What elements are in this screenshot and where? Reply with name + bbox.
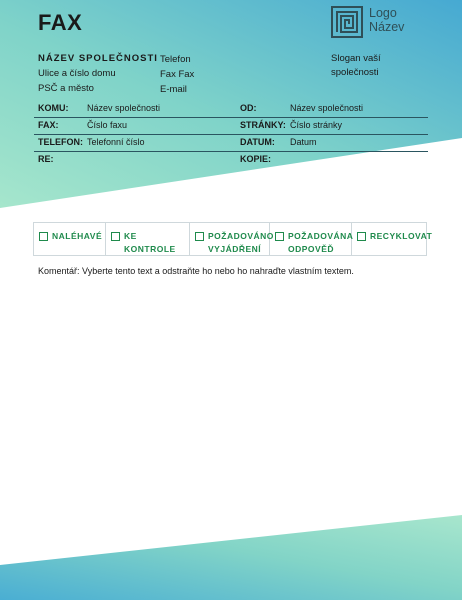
date-label: DATUM: <box>240 137 275 147</box>
maze-logo-icon <box>331 6 363 38</box>
phone-value[interactable]: Telefonní číslo <box>87 137 145 147</box>
checkbox-label: RECYKLOVAT <box>370 231 433 241</box>
checkbox-square-icon[interactable] <box>275 232 284 241</box>
pages-label: STRÁNKY: <box>240 120 286 130</box>
checkbox-label: KE KONTROLE <box>124 231 176 254</box>
contact-block <box>160 52 194 97</box>
fax-info-table <box>34 101 428 168</box>
info-row-re <box>34 152 428 168</box>
contact-fax: Fax Fax <box>160 69 195 80</box>
info-row-phone <box>34 135 428 152</box>
comment-text[interactable]: Komentář: Vyberte tento text a odstraňte ho nebo ho nahraďte vlastním textem. <box>38 266 354 276</box>
checkbox-label: NALÉHAVÉ <box>52 231 103 241</box>
company-street: Ulice a číslo domu <box>38 68 116 79</box>
checkbox-label: POŽADOVÁNO VYJÁDŘENÍ <box>208 231 274 254</box>
company-city: PSČ a město <box>38 83 94 94</box>
status-checkbox-row <box>33 222 433 256</box>
fax-title: FAX <box>38 10 83 35</box>
from-value[interactable]: Název společnosti <box>290 103 364 113</box>
checkbox-square-icon[interactable] <box>357 232 366 241</box>
re-label: RE: <box>38 154 54 164</box>
footer-gradient-background <box>0 505 462 600</box>
contact-email: E-mail <box>160 84 187 95</box>
phone-label: TELEFON: <box>38 137 83 147</box>
to-value[interactable]: Název společnosti <box>87 103 161 113</box>
info-row-to <box>34 101 428 118</box>
company-logo <box>331 6 404 38</box>
date-value[interactable]: Datum <box>290 137 317 147</box>
contact-phone: Telefon <box>160 54 191 65</box>
checkbox-square-icon[interactable] <box>111 232 120 241</box>
from-label: OD: <box>240 103 257 113</box>
info-row-fax <box>34 118 428 135</box>
company-block <box>38 51 158 96</box>
to-label: KOMU: <box>38 103 69 113</box>
checkbox-square-icon[interactable] <box>39 232 48 241</box>
checkbox-for-review[interactable] <box>106 223 190 255</box>
checkbox-label: POŽADOVÁNA ODPOVĚĎ <box>288 231 354 254</box>
checkbox-square-icon[interactable] <box>195 232 204 241</box>
checkbox-please-reply[interactable] <box>270 223 352 255</box>
company-slogan: Slogan vaší společnosti <box>331 53 381 78</box>
fax-value[interactable]: Číslo faxu <box>87 120 128 130</box>
cc-label: KOPIE: <box>240 154 272 164</box>
checkbox-please-comment[interactable] <box>190 223 274 255</box>
checkbox-recycle[interactable] <box>352 223 433 255</box>
checkbox-urgent[interactable] <box>34 223 106 255</box>
logo-line-2: Název <box>369 20 405 34</box>
company-name: NÁZEV SPOLEČNOSTI <box>38 53 158 64</box>
pages-value[interactable]: Číslo stránky <box>290 120 343 130</box>
logo-line-1: Logo <box>369 6 397 20</box>
fax-label: FAX: <box>38 120 59 130</box>
